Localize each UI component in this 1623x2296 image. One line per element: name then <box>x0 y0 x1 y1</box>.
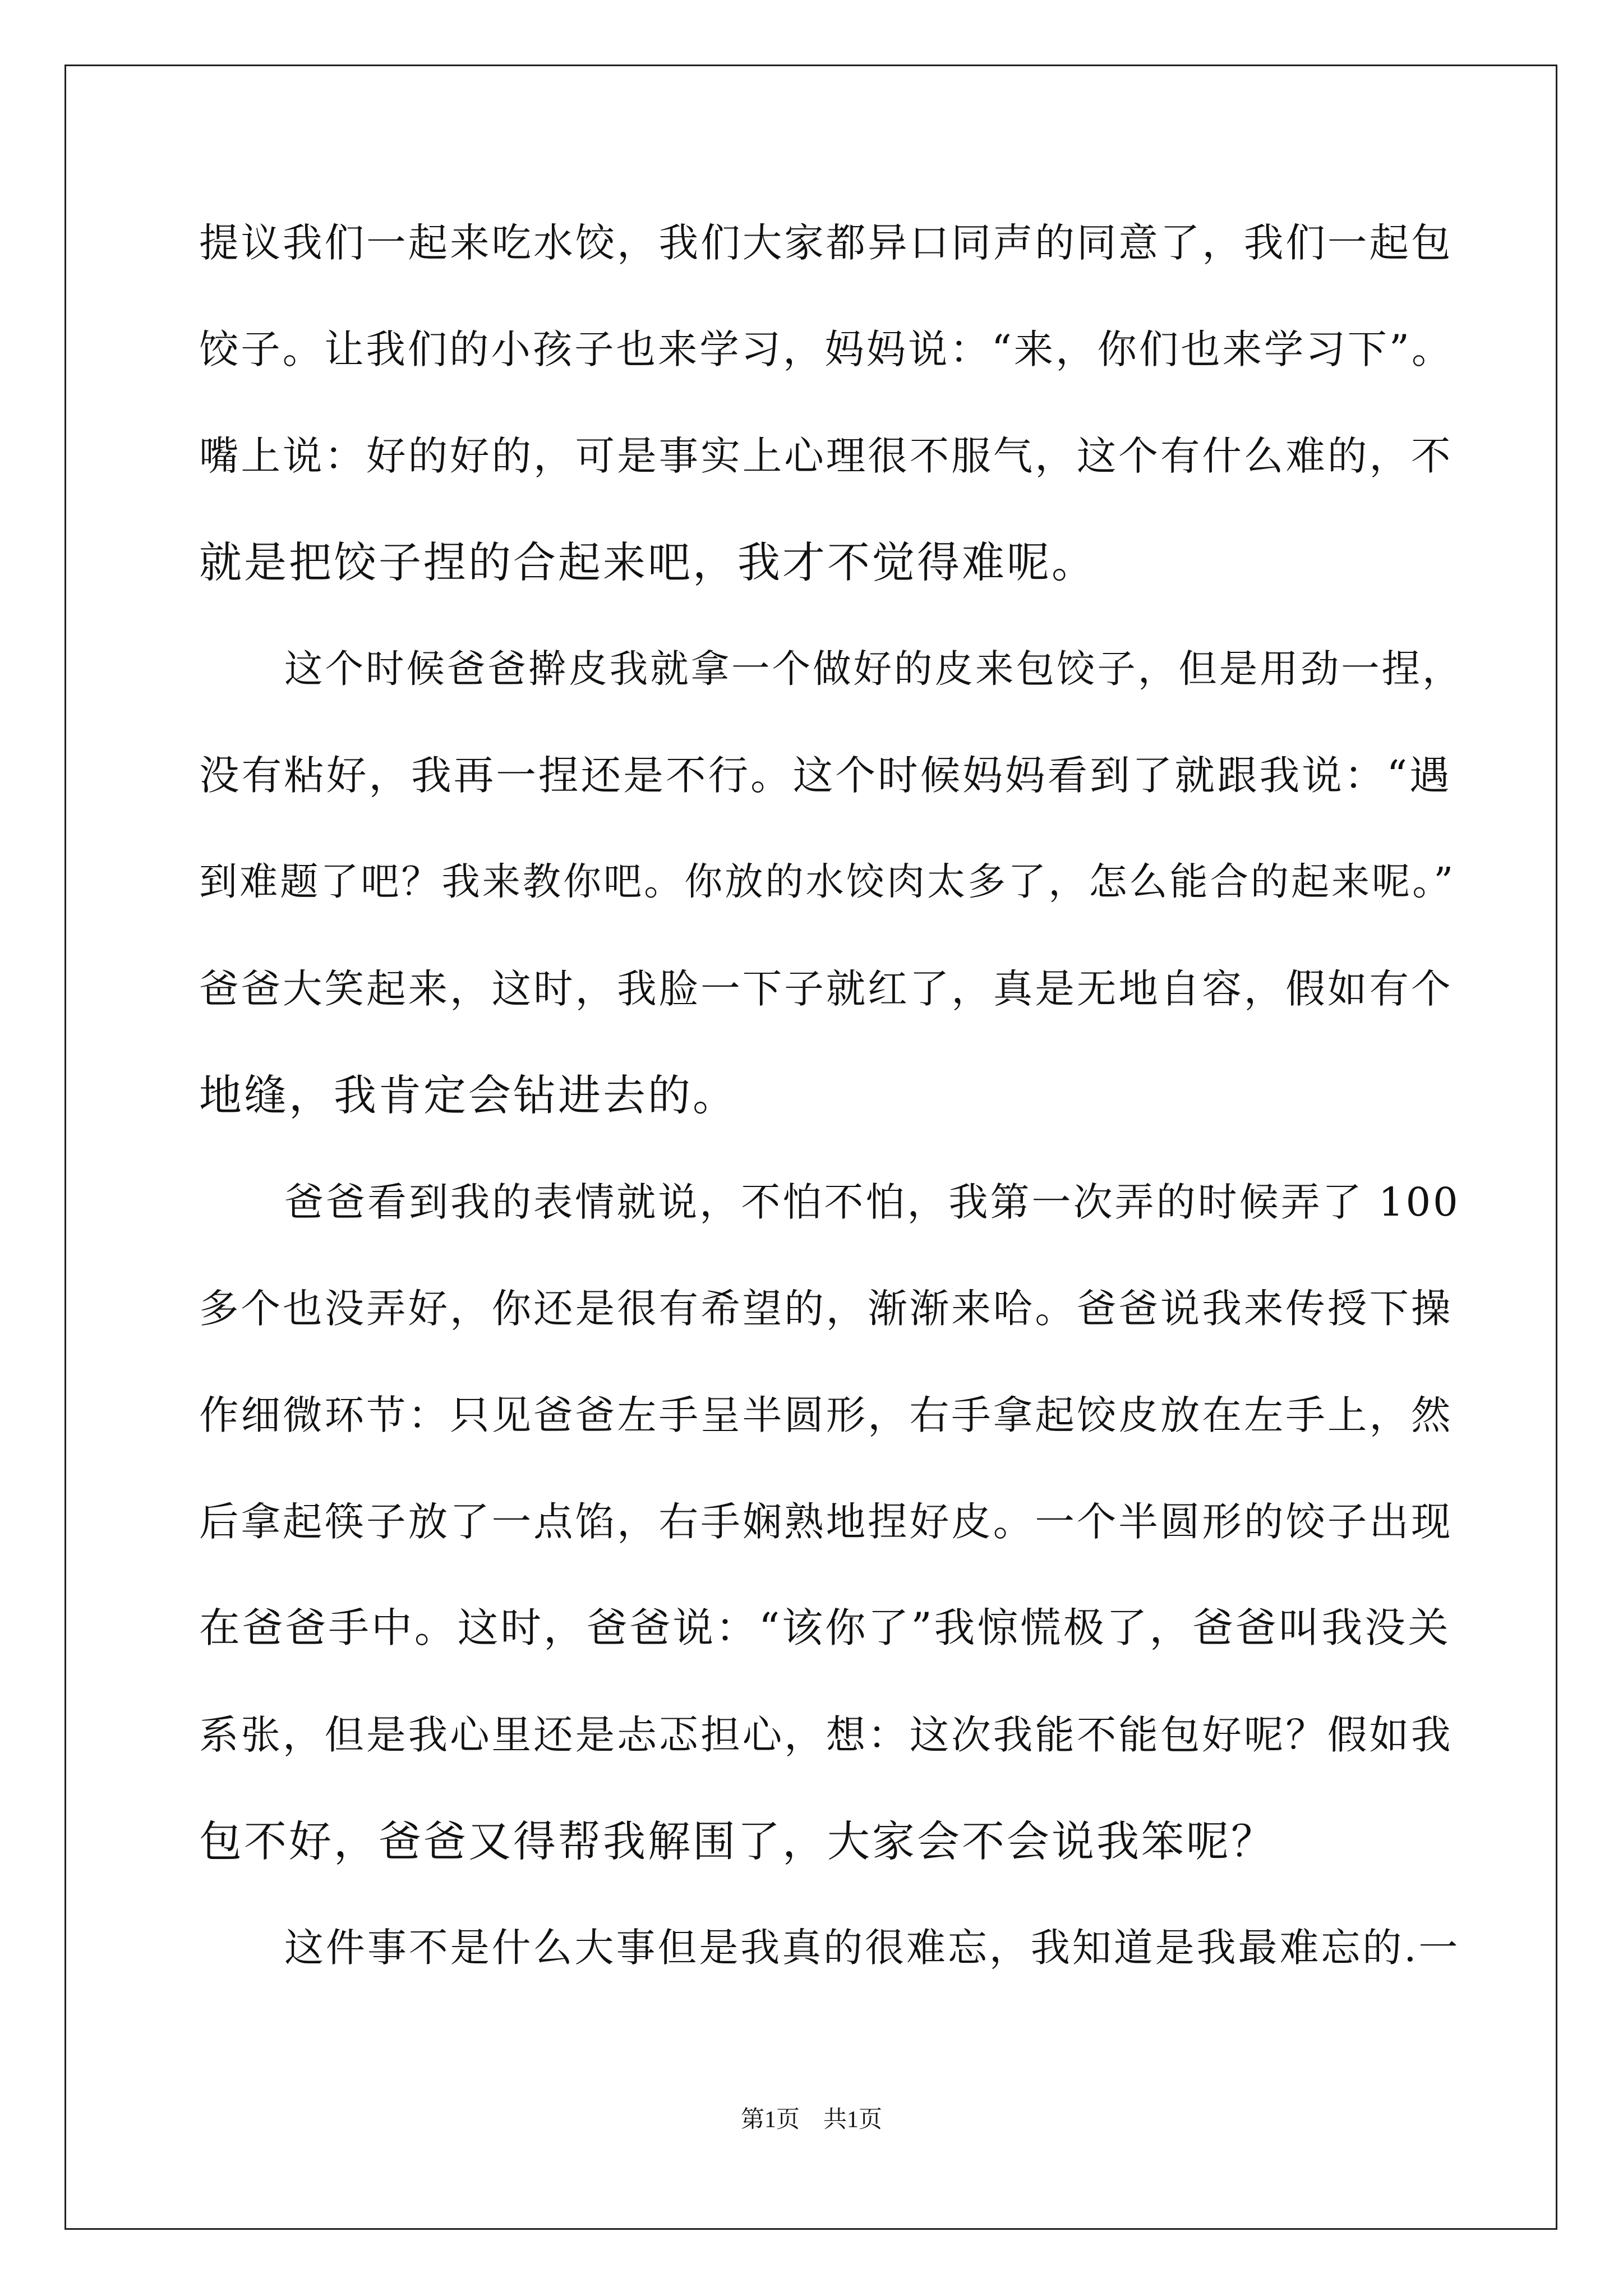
text-line: 饺子。让我们的小孩子也来学习，妈妈说：“来，你们也来学习下”。 <box>199 326 1454 372</box>
text-line: 到难题了吧？我来教你吧。你放的水饺肉太多了，怎么能合的起来呢。” <box>199 860 1456 904</box>
document-body <box>199 215 1461 2027</box>
text-line: 多个也没弄好，你还是很有希望的，渐渐来哈。爸爸说我来传授下操 <box>199 1286 1453 1332</box>
text-line: 提议我们一起来吃水饺，我们大家都异口同声的同意了，我们一起包 <box>199 220 1453 266</box>
text-line: 就是把饺子捏的合起来吧，我才不觉得难呢。 <box>199 537 1096 587</box>
text-line: 后拿起筷子放了一点馅，右手娴熟地捏好皮。一个半圆形的饺子出现 <box>199 1499 1453 1545</box>
text-line: 地缝，我肯定会钻进去的。 <box>199 1070 737 1120</box>
text-line: 爸爸大笑起来，这时，我脸一下子就红了，真是无地自容，假如有个 <box>199 966 1453 1012</box>
text-line: 嘴上说：好的好的，可是事实上心理很不服气，这个有什么难的，不 <box>199 433 1453 479</box>
text-line: 没有粘好，我再一捏还是不行。这个时候妈妈看到了就跟我说：“遇 <box>199 752 1452 799</box>
text-line: 包不好，爸爸又得帮我解围了，大家会不会说我笨呢？ <box>199 1816 1276 1866</box>
text-line: 系张，但是我心里还是忐忑担心，想：这次我能不能包好呢？假如我 <box>199 1712 1453 1758</box>
text-line: 在爸爸手中。这时，爸爸说：“该你了”我惊慌极了，爸爸叫我没关 <box>199 1604 1451 1652</box>
text-line: 这件事不是什么大事但是我真的很难忘，我知道是我最难忘的.一 <box>284 1925 1460 1971</box>
text-line: 爸爸看到我的表情就说，不怕不怕，我第一次弄的时候弄了 100 <box>284 1179 1460 1225</box>
page-footer: 第1页 共1页 <box>740 2107 882 2133</box>
text-line: 这个时候爸爸擀皮我就拿一个做好的皮来包饺子，但是用劲一捏， <box>284 647 1463 692</box>
text-line: 作细微环节：只见爸爸左手呈半圆形，右手拿起饺皮放在左手上，然 <box>199 1392 1453 1438</box>
